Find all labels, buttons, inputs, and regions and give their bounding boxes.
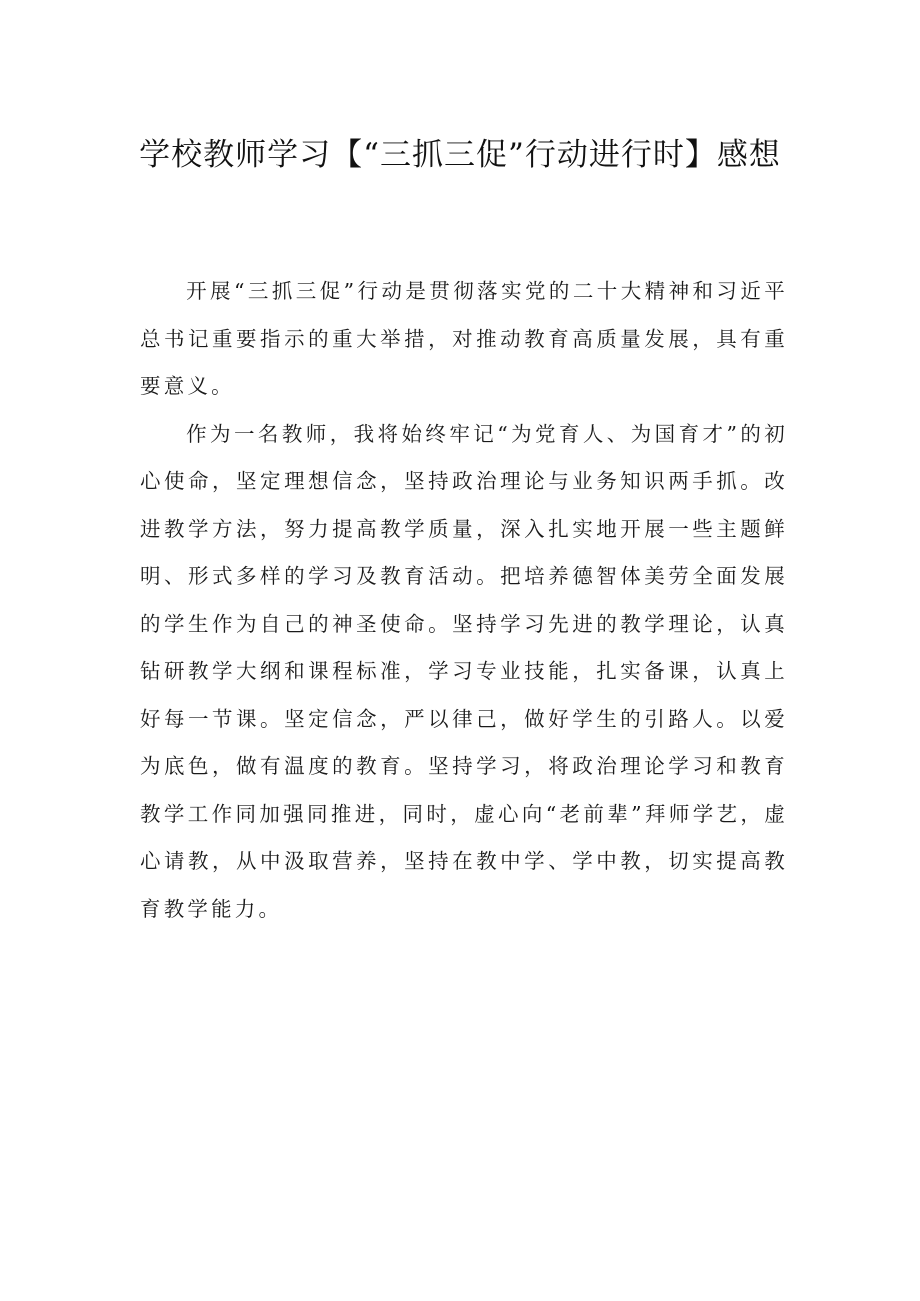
document-title: 学校教师学习【“三抓三促”行动进行时】感想 — [139, 137, 781, 173]
paragraph-intro: 开展“三抓三促”行动是贯彻落实党的二十大精神和习近平总书记重要指示的重大举措，对推动教育高质量发展，具有重要意义。 — [140, 279, 788, 398]
document-body — [140, 268, 788, 933]
paragraph-teacher-pledge: 作为一名教师，我将始终牢记“为党育人、为国育才”的初心使命，坚定理想信念，坚持政治理论与业务知识两手抓。改进教学方法，努力提高教学质量，深入扎实地开展一些主题鲜明、形式多样的学习及教育活动。把培养德智体美劳全面发展的学生作为自己的神圣使命。坚持学习先进的教学理论，认真钻研教学大纲和课程标准，学习专业技能，扎实备课，认真上好每一节课。坚定信念，严以律己，做好学生的引路人。以爱为底色，做有温度的教育。坚持学习，将政治理论学习和教育教学工作同加强同推进，同时，虚心向“老前辈”拜师学艺，虚心请教，从中汲取营养，坚持在教中学、学中教，切实提高教育教学能力。 — [140, 421, 788, 921]
